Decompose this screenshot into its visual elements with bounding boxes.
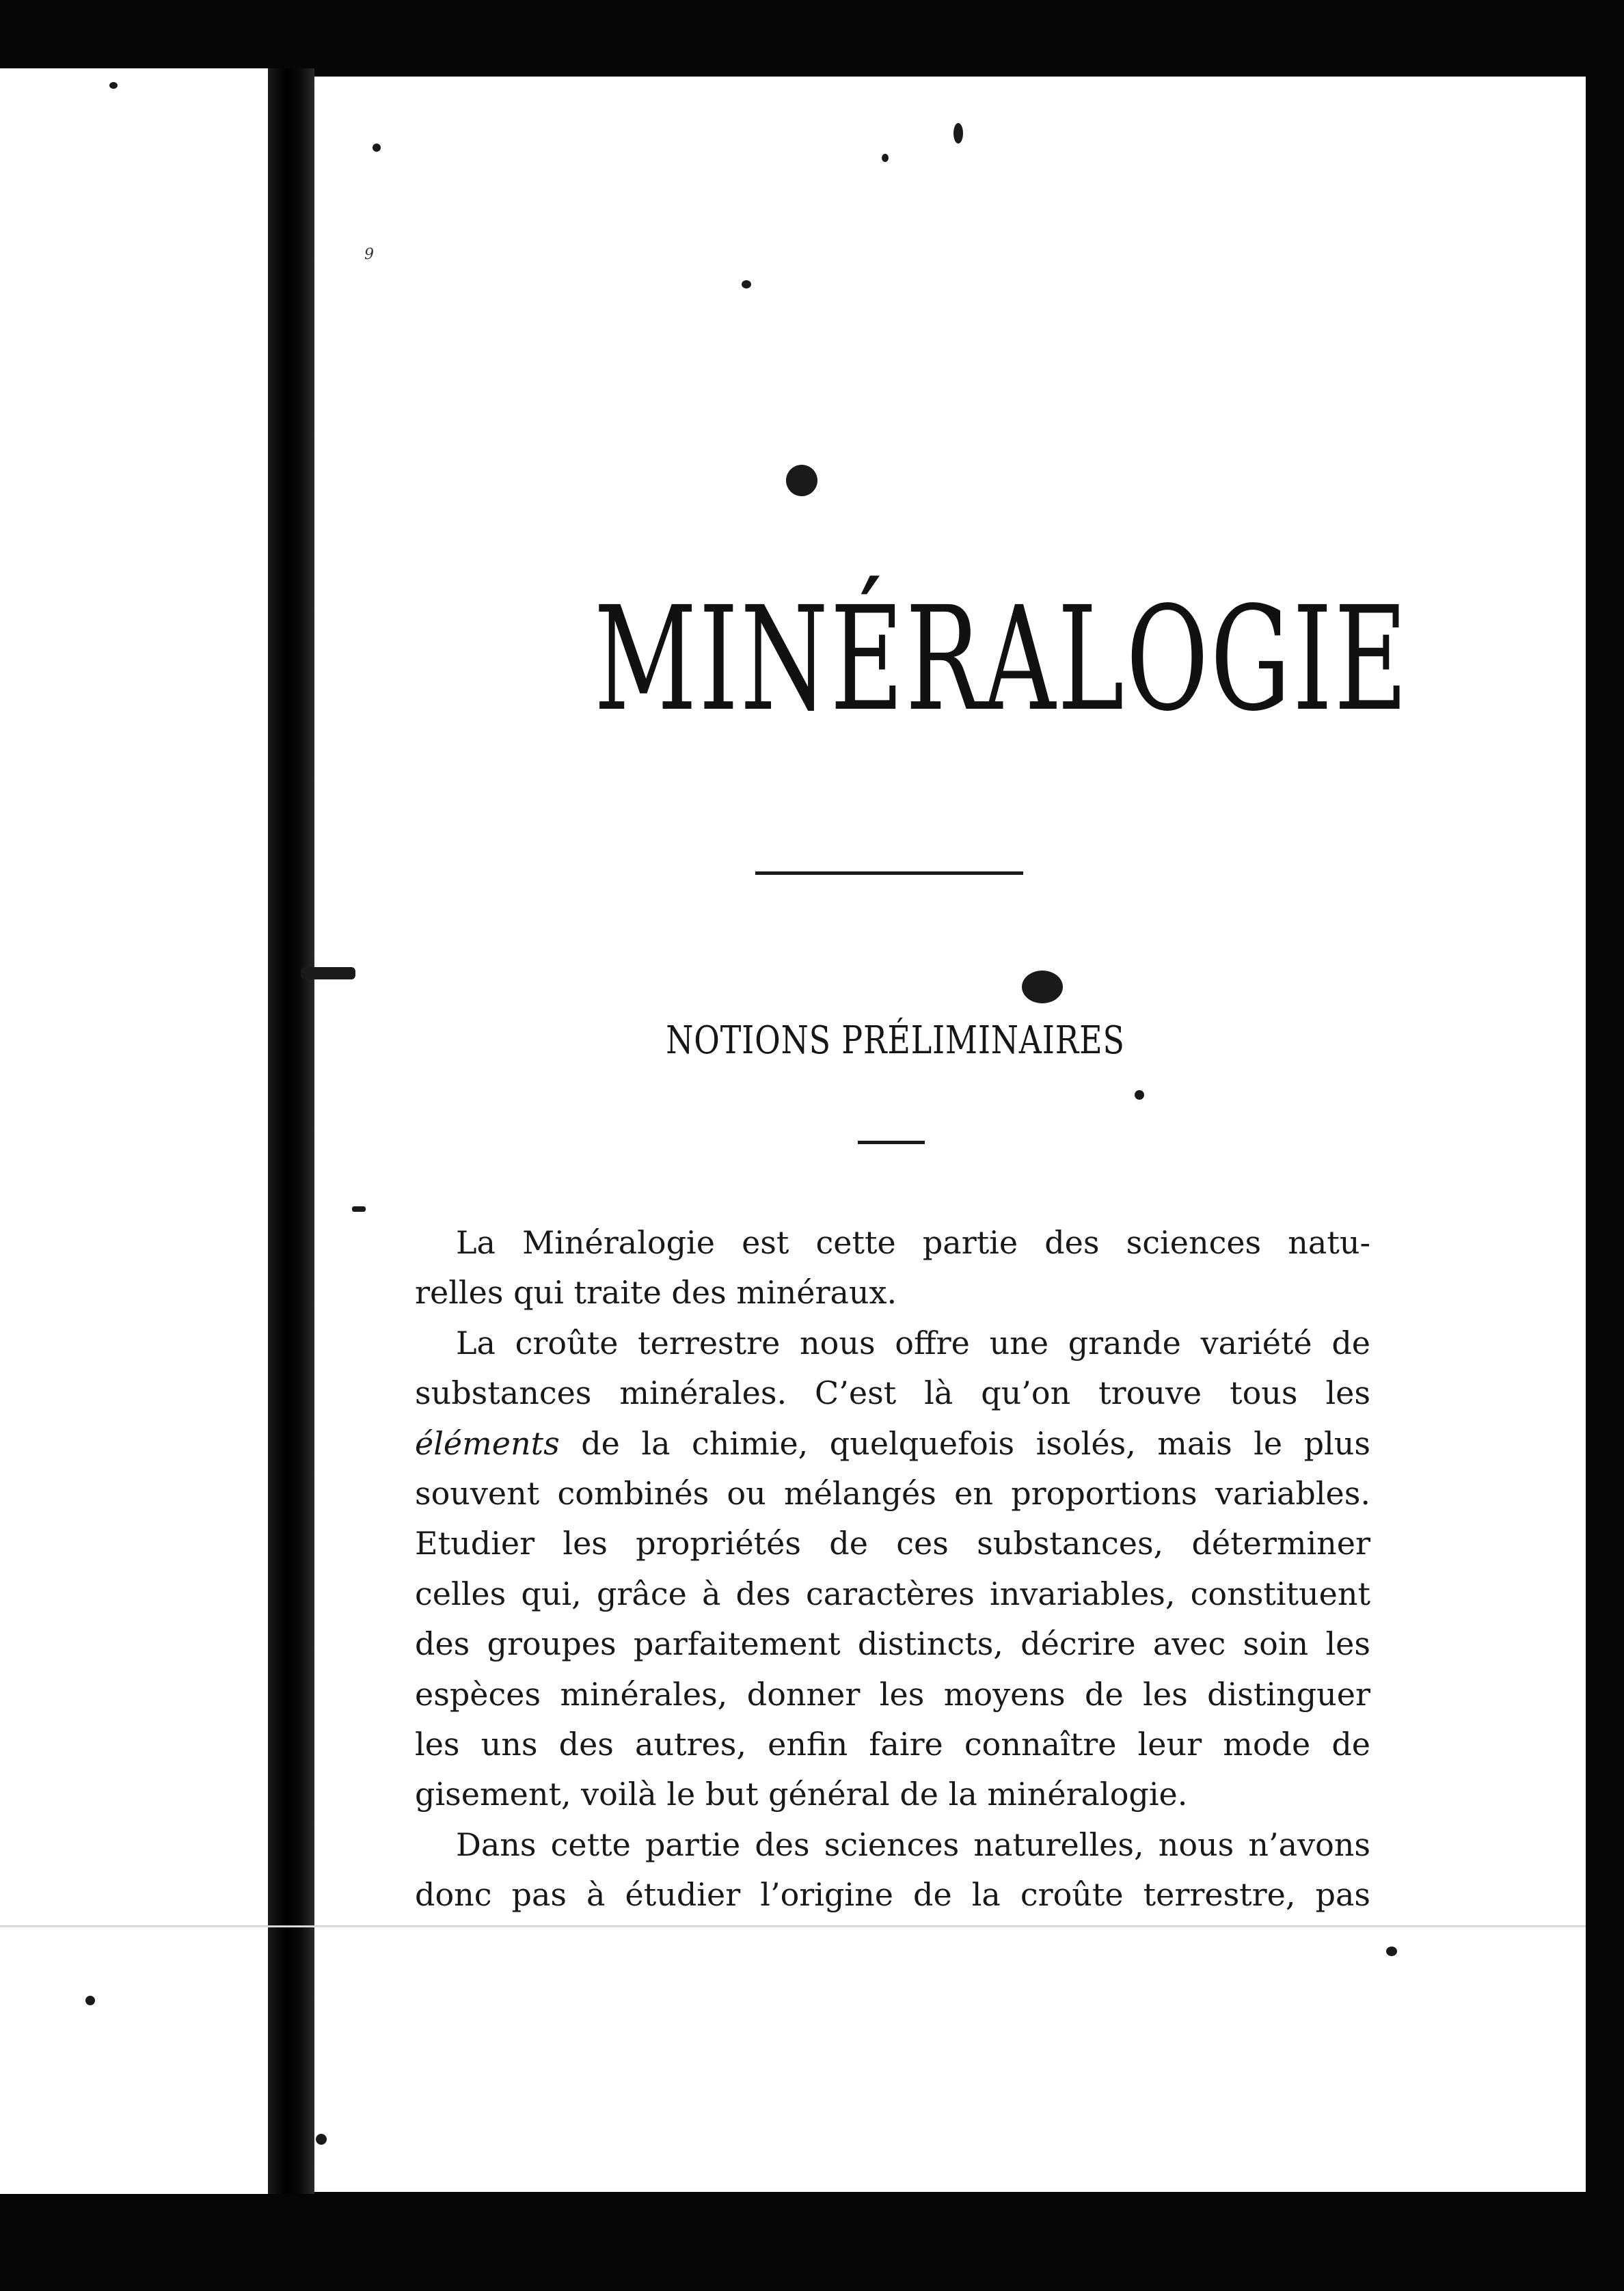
section-heading: NOTIONS PRÉLIMINAIRES — [666, 1018, 1125, 1063]
ink-speck — [786, 465, 817, 496]
italic-term: éléments — [415, 1424, 560, 1462]
body-line: des groupes parfaitement distincts, décrire avec soin les — [415, 1625, 1370, 1663]
ink-speck — [301, 967, 355, 979]
scan-fold-line — [0, 1925, 1586, 1927]
body-line: substances minérales. C’est là qu’on trouve tous les — [415, 1374, 1370, 1412]
ink-speck — [352, 1206, 366, 1212]
body-line: Etudier les propriétés de ces substances, déterminer — [415, 1525, 1370, 1562]
body-line: donc pas à étudier l’origine de la croûte terrestre, pas — [415, 1876, 1370, 1914]
ink-speck — [882, 154, 889, 162]
title-rule — [755, 871, 1023, 875]
body-line: espèces minérales, donner les moyens de les distinguer — [415, 1675, 1370, 1713]
body-line: Dans cette partie des sciences naturelles, nous n’avons — [456, 1826, 1370, 1863]
body-line: celles qui, grâce à des caractères invariables, constituent — [415, 1575, 1370, 1612]
ink-speck — [109, 82, 118, 89]
body-line: La Minéralogie est cette partie des sciences natu- — [456, 1224, 1370, 1261]
body-line: les uns des autres, enfin faire connaître leur mode de — [415, 1726, 1370, 1763]
ink-speck — [373, 144, 381, 152]
ink-speck — [953, 123, 963, 144]
ink-speck — [1135, 1090, 1144, 1100]
heading-rule — [858, 1141, 925, 1144]
book-gutter — [268, 68, 314, 2194]
ink-speck — [85, 1996, 95, 2005]
ink-speck — [1022, 971, 1063, 1003]
ink-speck — [316, 2134, 327, 2145]
left-page — [0, 68, 273, 2194]
body-text — [415, 1218, 1370, 1921]
body-line: relles qui traite des minéraux. — [415, 1274, 897, 1312]
body-line: gisement, voilà le but général de la minéralogie. — [415, 1776, 1188, 1813]
body-line: souvent combinés ou mélangés en proportions variables. — [415, 1475, 1370, 1513]
ink-speck — [742, 280, 751, 288]
body-line — [415, 1419, 1370, 1469]
ink-speck — [1386, 1947, 1397, 1956]
body-line: La croûte terrestre nous offre une grande variété de — [456, 1324, 1370, 1361]
body-line-rest: de la chimie, quelquefois isolés, mais le plus — [559, 1424, 1370, 1462]
chapter-title: MINÉRALOGIE — [594, 575, 1410, 743]
page-number: 9 — [364, 246, 374, 263]
